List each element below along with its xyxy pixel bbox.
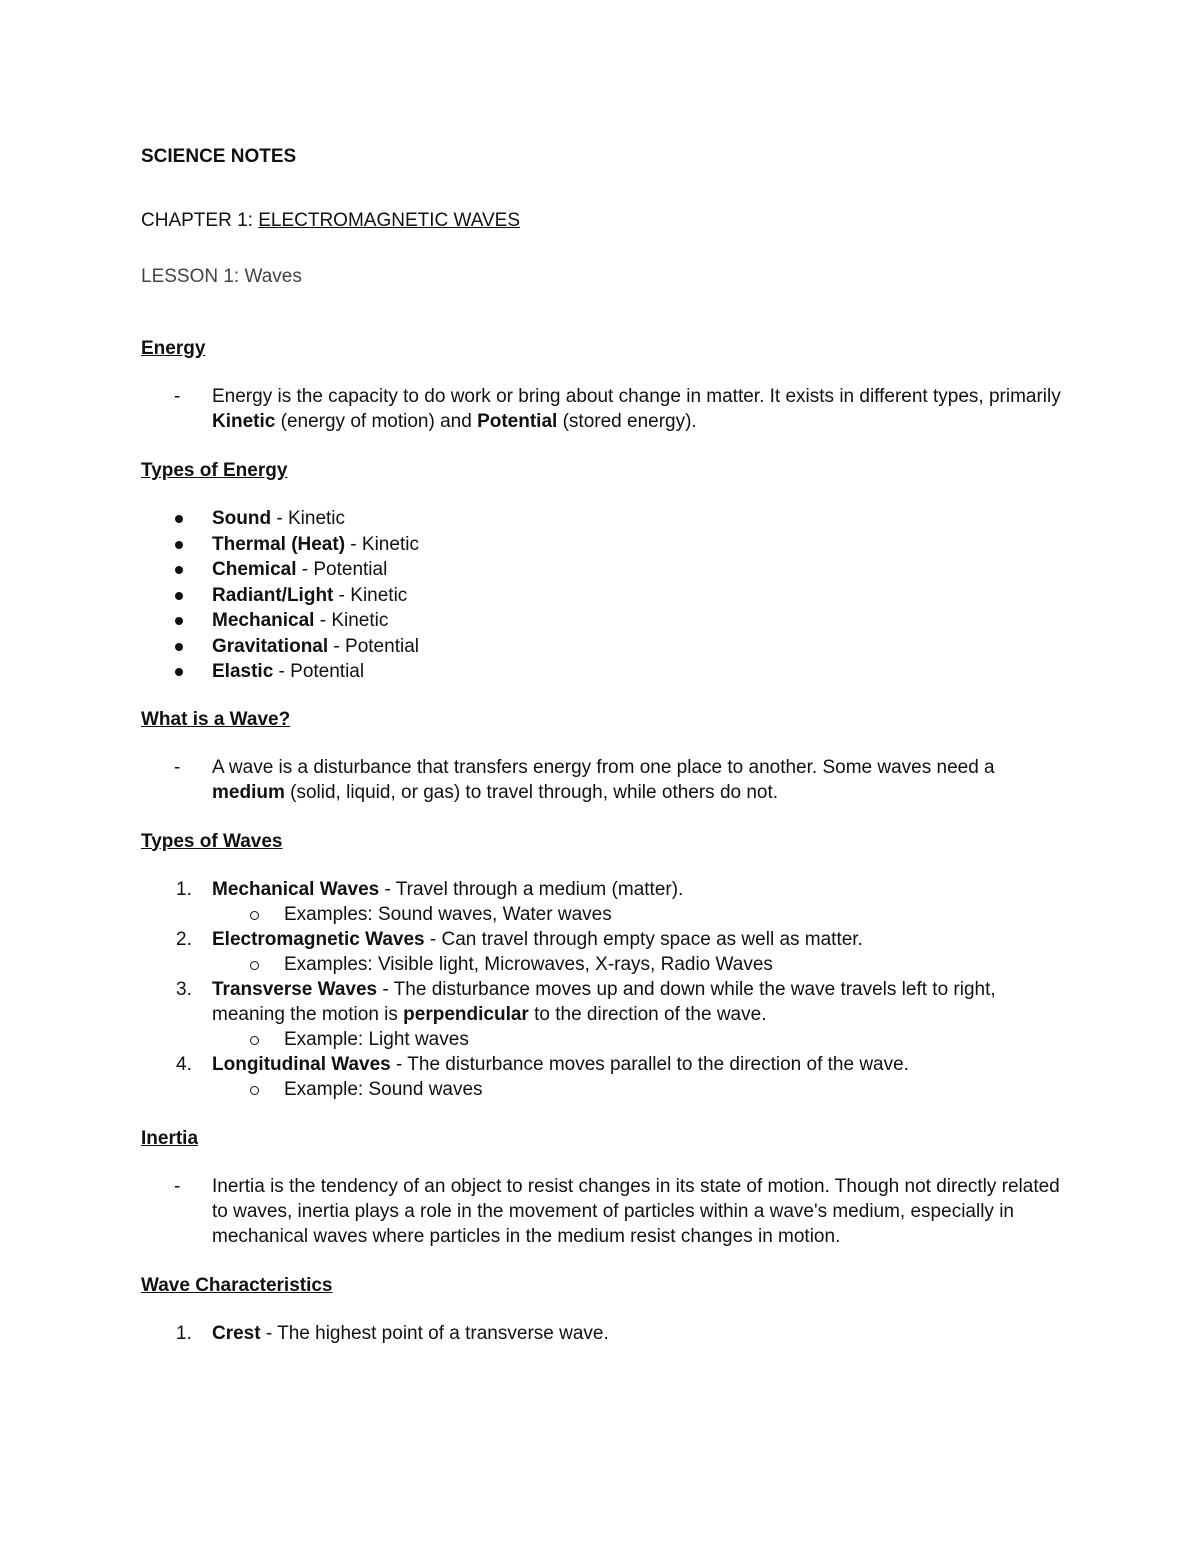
section-heading-types-of-waves: Types of Waves <box>141 830 283 852</box>
list-item: 3. Transverse Waves - The disturbance moves up and down while the wave travels left to right, meaning the motion is perpendicular to the direction of the wave. Example: Light waves <box>141 977 1061 1052</box>
section-heading-energy: Energy <box>141 338 206 359</box>
sub-list-item: Examples: Visible light, Microwaves, X-rays, Radio Waves <box>141 952 1061 977</box>
wave-medium-term: medium <box>212 781 285 803</box>
lesson-heading: LESSON 1: Waves <box>141 266 302 287</box>
bullet-icon <box>175 515 183 523</box>
bullet-icon <box>175 617 183 625</box>
list-item: Gravitational - Potential <box>141 634 1061 660</box>
dash-marker: - <box>174 1175 181 1197</box>
wave-types-list <box>141 877 1061 1102</box>
list-item: 2. Electromagnetic Waves - Can travel through empty space as well as matter. Examples: Visible light, Microwaves, X-rays, Radio Waves <box>141 927 1061 977</box>
wave-characteristics-list <box>141 1321 1061 1346</box>
sub-list-item: Examples: Sound waves, Water waves <box>141 902 1061 927</box>
chapter-heading <box>141 208 1061 236</box>
wave-definition <box>141 755 1061 805</box>
section-heading-what-is-a-wave: What is a Wave? <box>141 708 291 730</box>
hollow-bullet-icon <box>250 1086 259 1095</box>
wave-text-2: (solid, liquid, or gas) to travel through, while others do not. <box>284 781 779 803</box>
list-item: 1. Crest - The highest point of a transverse wave. <box>176 1322 609 1344</box>
hollow-bullet-icon <box>250 1036 259 1045</box>
list-item: Radiant/Light - Kinetic <box>141 583 1061 609</box>
inertia-definition <box>141 1174 1061 1249</box>
bullet-icon <box>175 668 183 676</box>
list-item: Elastic - Potential <box>141 659 1061 685</box>
sub-list-item: Example: Light waves <box>141 1027 1061 1052</box>
sub-list-item: Example: Sound waves <box>141 1077 1061 1102</box>
hollow-bullet-icon <box>250 911 259 920</box>
list-item: 4. Longitudinal Waves - The disturbance moves parallel to the direction of the wave. Example: Sound waves <box>141 1052 1061 1102</box>
hollow-bullet-icon <box>250 961 259 970</box>
list-item: Thermal (Heat) - Kinetic <box>141 532 1061 558</box>
bullet-icon <box>175 592 183 600</box>
bullet-icon <box>175 566 183 574</box>
list-item: Mechanical - Kinetic <box>141 608 1061 634</box>
chapter-name: ELECTROMAGNETIC WAVES <box>258 210 521 231</box>
list-item: 1. Mechanical Waves - Travel through a medium (matter). Examples: Sound waves, Water waves <box>141 877 1061 927</box>
energy-definition <box>141 384 1061 434</box>
energy-potential-term: Potential <box>477 411 558 432</box>
document-title: SCIENCE NOTES <box>141 146 297 167</box>
bullet-icon <box>175 541 183 549</box>
bullet-icon <box>175 643 183 651</box>
energy-text-1: Energy is the capacity to do work or bring about change in matter. It exists in different types, primarily <box>212 386 1061 407</box>
energy-text-3: (stored energy). <box>557 411 697 432</box>
list-item: Sound - Kinetic <box>141 506 1061 532</box>
inertia-text: Inertia is the tendency of an object to resist changes in its state of motion. Though not directly related to waves, inertia plays a role in the movement of particles within a wave's medium, especially in mechanical waves where particles in the medium resist changes in motion. <box>212 1175 1060 1247</box>
chapter-prefix: CHAPTER 1: <box>141 210 259 231</box>
list-item: Chemical - Potential <box>141 557 1061 583</box>
wave-text-1: A wave is a disturbance that transfers energy from one place to another. Some waves need a <box>212 756 995 778</box>
dash-marker: - <box>174 756 181 778</box>
energy-kinetic-term: Kinetic <box>212 411 276 432</box>
document-page <box>141 140 1061 1346</box>
dash-marker: - <box>174 386 181 407</box>
energy-types-list <box>141 506 1061 685</box>
section-heading-types-of-energy: Types of Energy <box>141 460 288 481</box>
section-heading-wave-characteristics: Wave Characteristics <box>141 1274 333 1296</box>
energy-text-2: (energy of motion) and <box>275 411 478 432</box>
section-heading-inertia: Inertia <box>141 1127 199 1149</box>
